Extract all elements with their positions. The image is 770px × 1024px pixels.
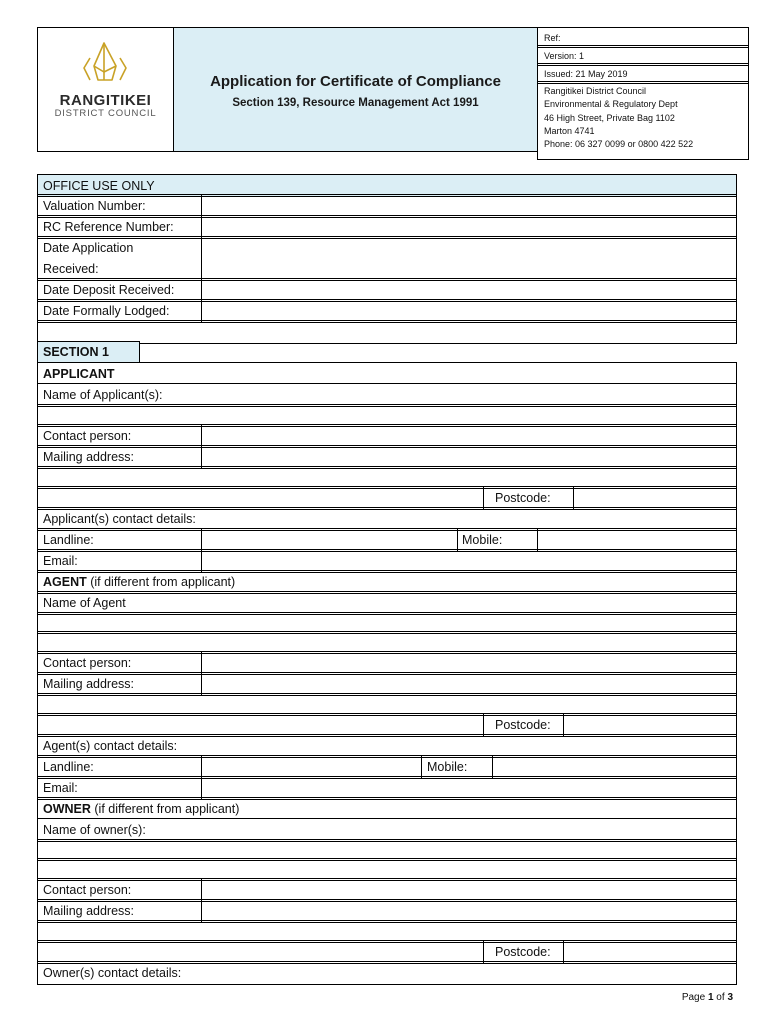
applicant-contact-input[interactable] [202, 425, 736, 447]
applicant-postcode-label: Postcode: [495, 491, 551, 505]
address-line: Phone: 06 327 0099 or 0800 422 522 [544, 139, 694, 150]
agent-contact-label: Contact person: [43, 656, 132, 670]
valuation-input[interactable] [202, 195, 736, 217]
date-deposit-label: Date Deposit Received: [43, 283, 175, 297]
date-application-label-cont: Received: [43, 261, 99, 276]
agent-mailing-input[interactable] [202, 673, 736, 695]
owner-contact-label: Contact person: [43, 883, 132, 897]
applicant-mailing-input[interactable] [202, 446, 736, 468]
form-subtitle: Section 139, Resource Management Act 1991 [232, 97, 479, 109]
issued-field: Issued: 21 May 2019 [537, 63, 749, 84]
owner-details-row [37, 961, 737, 985]
applicant-name-label: Name of Applicant(s): [43, 388, 163, 402]
office-use-heading: OFFICE USE ONLY [43, 178, 155, 193]
address-line: Environmental & Regulatory Dept [544, 99, 678, 110]
page-current: 1 [707, 992, 714, 1003]
agent-name-label: Name of Agent [43, 596, 126, 610]
date-application-input[interactable] [202, 237, 736, 280]
agent-details-label: Agent(s) contact details: [43, 739, 178, 753]
owner-contact-input[interactable] [202, 879, 736, 901]
owner-name-label: Name of owner(s): [43, 823, 146, 837]
applicant-landline-input[interactable] [202, 529, 457, 551]
agent-heading-note: (if different from applicant) [86, 575, 236, 589]
page-of: of [713, 992, 728, 1003]
address-line: 46 High Street, Private Bag 1102 [544, 112, 675, 123]
applicant-heading-row [37, 362, 737, 385]
owner-postcode-label: Postcode: [495, 945, 551, 959]
date-application-label: Date Application [43, 240, 134, 255]
logo-wordmark: RANGITIKEI [59, 92, 152, 109]
agent-landline-input[interactable] [202, 756, 421, 778]
rc-reference-label: RC Reference Number: [43, 220, 174, 234]
version-field: Version: 1 [537, 45, 749, 66]
agent-postcode-input[interactable] [564, 714, 736, 736]
ref-field: Ref: [537, 27, 749, 48]
applicant-landline-label: Landline: [43, 533, 94, 547]
agent-heading-bold: AGENT [43, 575, 87, 589]
agent-contact-input[interactable] [202, 652, 736, 674]
owner-details-label: Owner(s) contact details: [43, 966, 182, 980]
form-title: Application for Certificate of Compliance [210, 73, 501, 90]
owner-heading-bold: OWNER [43, 802, 91, 816]
logo-subtitle: DISTRICT COUNCIL [54, 108, 157, 119]
page-number [682, 992, 733, 1003]
address-line: Rangitikei District Council [544, 86, 647, 96]
agent-email-label: Email: [43, 781, 78, 795]
owner-heading-row [37, 797, 737, 820]
page-prefix: Page [681, 992, 708, 1003]
form-title-cell [173, 27, 538, 152]
date-application-row [37, 236, 737, 281]
address-line: Marton 4741 [544, 125, 595, 136]
rc-reference-input[interactable] [202, 216, 736, 238]
owner-heading [43, 798, 239, 820]
applicant-mobile-label: Mobile: [462, 533, 503, 547]
council-logo-icon [38, 28, 175, 153]
applicant-heading: APPLICANT [43, 367, 115, 381]
applicant-contact-label: Contact person: [43, 429, 132, 443]
agent-heading [43, 571, 235, 593]
agent-landline-label: Landline: [43, 760, 94, 774]
applicant-email-label: Email: [43, 554, 78, 568]
date-lodged-label: Date Formally Lodged: [43, 304, 170, 318]
page-total: 3 [727, 992, 733, 1003]
owner-mailing-label: Mailing address: [43, 904, 135, 918]
office-blank-row [37, 320, 737, 344]
agent-postcode-label: Postcode: [495, 718, 551, 732]
applicant-mailing-label: Mailing address: [43, 450, 135, 464]
council-logo-cell [37, 27, 174, 152]
owner-postcode-input[interactable] [564, 941, 736, 963]
valuation-label: Valuation Number: [43, 199, 146, 213]
owner-mailing-input[interactable] [202, 900, 736, 922]
applicant-mobile-input[interactable] [538, 529, 736, 551]
agent-mailing-label: Mailing address: [43, 677, 135, 691]
applicant-details-label: Applicant(s) contact details: [43, 512, 196, 526]
agent-mobile-input[interactable] [493, 756, 736, 778]
section-1-tab: SECTION 1 [37, 341, 140, 363]
council-address [537, 81, 749, 160]
applicant-email-input[interactable] [202, 550, 736, 572]
agent-mobile-label: Mobile: [427, 760, 468, 774]
applicant-postcode-input[interactable] [574, 487, 736, 509]
date-deposit-input[interactable] [202, 279, 736, 301]
owner-heading-note: (if different from applicant) [90, 802, 240, 816]
date-lodged-input[interactable] [202, 300, 736, 322]
agent-email-input[interactable] [202, 777, 736, 799]
